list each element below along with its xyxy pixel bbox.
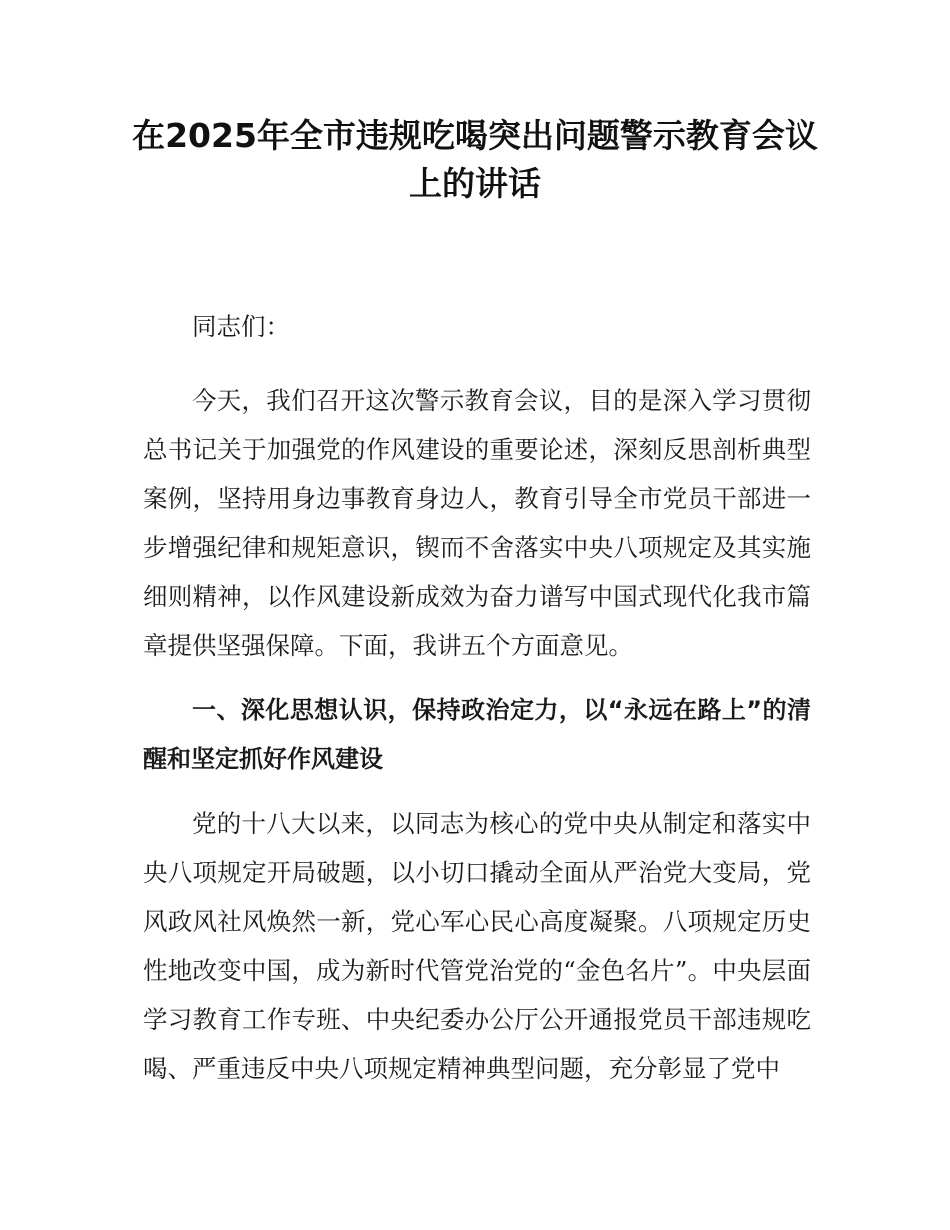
- document-body: [143, 302, 811, 1093]
- salutation: 同志们：: [192, 312, 290, 341]
- section-heading-1: 一、深化思想认识，保持政治定力，以“永远在路上”的清醒和坚定抓好作风建设: [143, 696, 811, 773]
- page-title: 在2025年全市违规吃喝突出问题警示教育会议上的讲话: [132, 116, 818, 203]
- paragraph-section1: 党的十八大以来，以同志为核心的党中央从制定和落实中央八项规定开局破题，以小切口撬动全面从严治党大变局，党风政风社风焕然一新，党心军心民心高度凝聚。八项规定历史性地改变中国，成为新时代管党治党的“金色名片”。中央层面学习教育工作专班、中央纪委办公厅公开通报党员干部违规吃喝、严重违反中央八项规定精神典型问题，充分彰显了党中: [143, 809, 811, 1083]
- paragraph-intro: 今天，我们召开这次警示教育会议，目的是深入学习贯彻总书记关于加强党的作风建设的重要论述，深刻反思剖析典型案例，坚持用身边事教育身边人，教育引导全市党员干部进一步增强纪律和规矩意识，锲而不舍落实中央八项规定及其实施细则精神，以作风建设新成效为奋力谱写中国式现代化我市篇章提供坚强保障。下面，我讲五个方面意见。: [143, 386, 811, 660]
